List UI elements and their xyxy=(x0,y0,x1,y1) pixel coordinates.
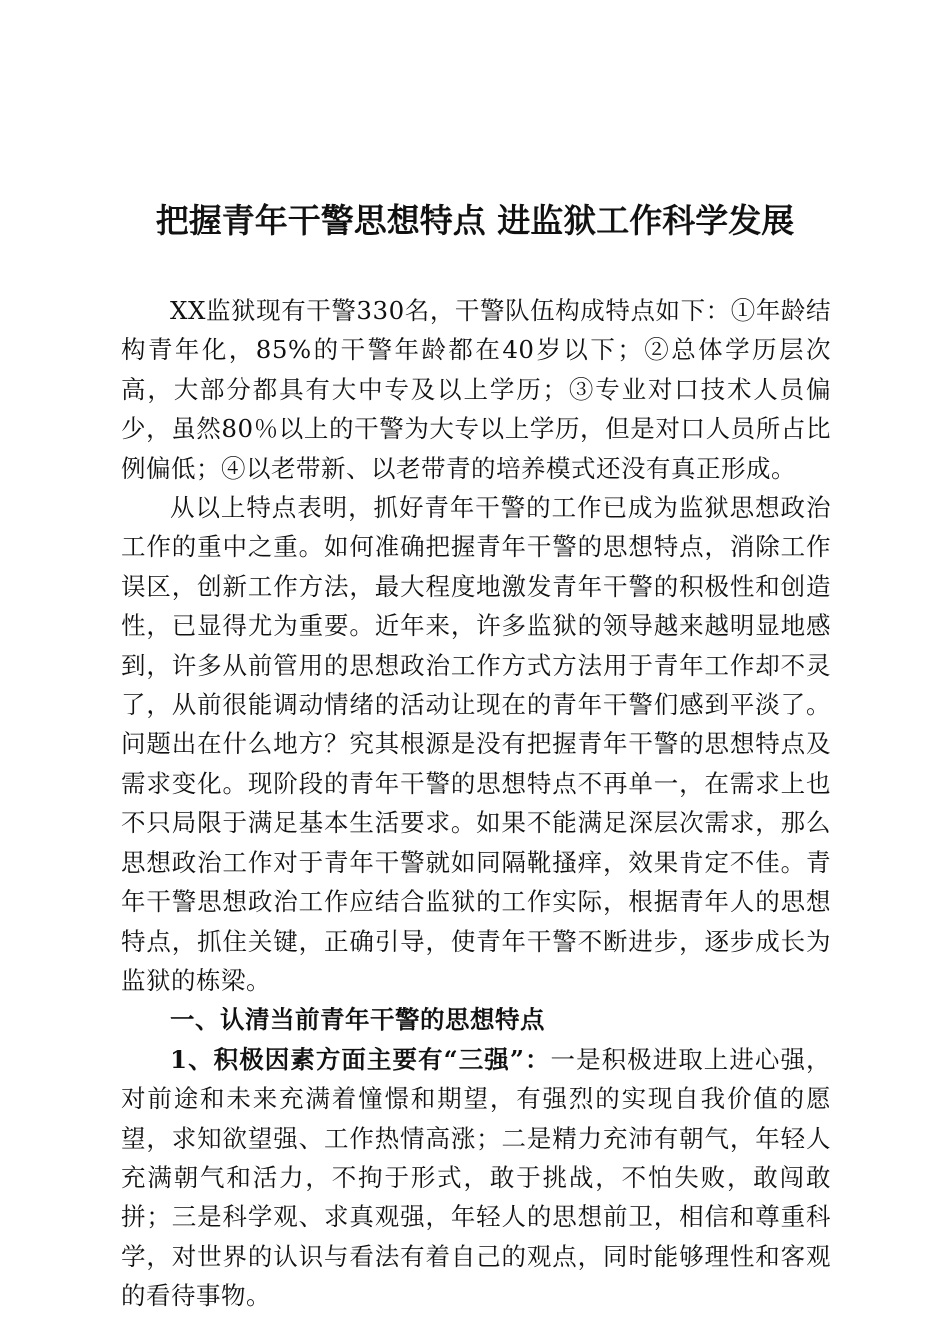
subsection-text: 一是积极进取上进心强，对前途和未来充满着憧憬和期望，有强烈的实现自我价值的愿望，求知欲望强、工作热情高涨；二是精力充沛有朝气，年轻人充满朝气和活力，不拘于形式，敢于挑战，不怕失败，敢闯敢拼；三是科学观、求真观强，年轻人的思想前卫，相信和尊重科学，对世界的认识与看法有着自己的观点，同时能够理性和客观的看待事物。 xyxy=(121,1044,832,1311)
intro-paragraph: XX监狱现有干警330名，干警队伍构成特点如下：①年龄结构青年化，85%的干警年龄都在40岁以下；②总体学历层次高，大部分都具有大中专及以上学历；③专业对口技术人员偏少，虽然80％以上的干警为大专以上学历，但是对口人员所占比例偏低；④以老带新、以老带青的培养模式还没有真正形成。 xyxy=(121,296,831,483)
subsection-lead: 1、积极因素方面主要有“三强”： xyxy=(170,1044,551,1074)
document-body xyxy=(121,291,831,1316)
subsection-paragraph xyxy=(121,1040,831,1316)
section-heading: 一、认清当前青年干警的思想特点 xyxy=(170,1005,545,1035)
analysis-paragraph: 从以上特点表明，抓好青年干警的工作已成为监狱思想政治工作的重中之重。如何准确把握青年干警的思想特点，消除工作误区，创新工作方法，最大程度地激发青年干警的积极性和创造性，已显得尤为重要。近年来，许多监狱的领导越来越明显地感到，许多从前管用的思想政治工作方式方法用于青年工作却不灵了，从前很能调动情绪的活动让现在的青年干警们感到平淡了。问题出在什么地方？究其根源是没有把握青年干警的思想特点及需求变化。现阶段的青年干警的思想特点不再单一，在需求上也不只局限于满足基本生活要求。如果不能满足深层次需求，那么思想政治工作对于青年干警就如同隔靴搔痒，效果肯定不佳。青年干警思想政治工作应结合监狱的工作实际，根据青年人的思想特点，抓住关键，正确引导，使青年干警不断进步，逐步成长为监狱的栋梁。 xyxy=(121,493,831,995)
document-title: 把握青年干警思想特点 进监狱工作科学发展 xyxy=(155,201,795,240)
